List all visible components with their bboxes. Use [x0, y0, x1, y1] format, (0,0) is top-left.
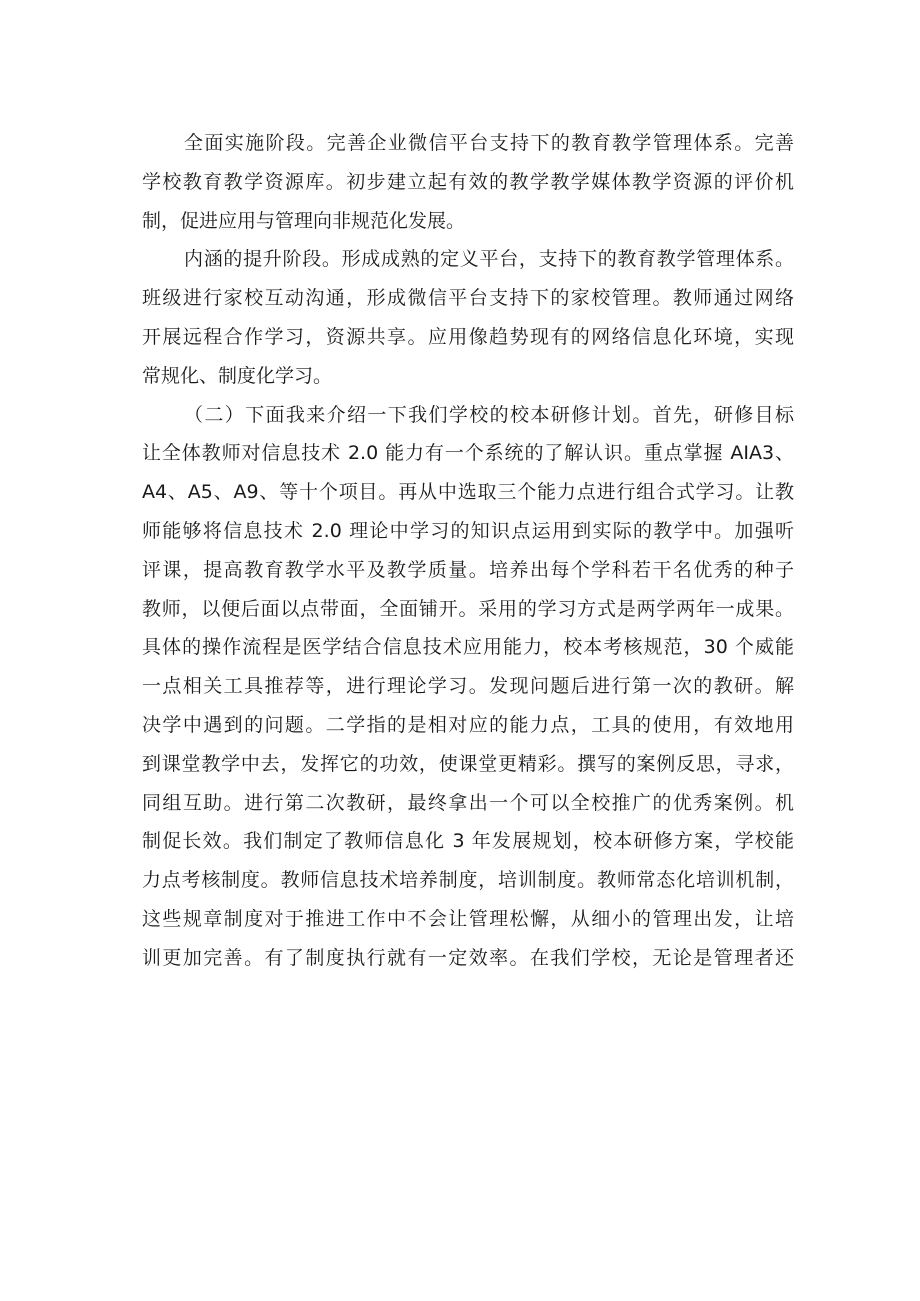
text-line: 让全体教师对信息技术 2.0 能力有一个系统的了解认识。重点掌握 AIA3、 — [142, 442, 794, 465]
document-body — [142, 124, 794, 978]
text-line: 内涵的提升阶段。形成成熟的定义平台，支持下的教育教学管理体系。 — [184, 248, 794, 271]
text-line: 班级进行家校互动沟通，形成微信平台支持下的家校管理。教师通过网络 — [142, 287, 794, 310]
text-line: 力点考核制度。教师信息技术培养制度，培训制度。教师常态化培训机制， — [142, 869, 794, 892]
paragraph-enhancement-stage — [142, 240, 794, 395]
text-line: 评课，提高教育教学水平及教学质量。培养出每个学科若干名优秀的种子 — [142, 558, 794, 581]
text-line: 制促长效。我们制定了教师信息化 3 年发展规划，校本研修方案，学校能 — [142, 830, 794, 853]
text-line: 常规化、制度化学习。 — [142, 364, 333, 387]
text-line: 制，促进应用与管理向非规范化发展。 — [142, 209, 466, 232]
paragraph-school-training-plan — [142, 396, 794, 978]
paragraph-implementation-stage — [142, 124, 794, 240]
text-line: 一点相关工具推荐等，进行理论学习。发现问题后进行第一次的教研。解 — [142, 675, 794, 698]
text-line: 教师，以便后面以点带面，全面铺开。采用的学习方式是两学两年一成果。 — [142, 597, 794, 620]
text-line: 学校教育教学资源库。初步建立起有效的教学教学媒体教学资源的评价机 — [142, 170, 794, 193]
text-line: 决学中遇到的问题。二学指的是相对应的能力点，工具的使用，有效地用 — [142, 713, 794, 736]
text-line: 全面实施阶段。完善企业微信平台支持下的教育教学管理体系。完善 — [184, 132, 794, 154]
text-line: 这些规章制度对于推进工作中不会让管理松懈，从细小的管理出发，让培 — [142, 907, 794, 930]
text-line: （二）下面我来介绍一下我们学校的校本研修计划。首先，研修目标 — [184, 403, 794, 426]
text-line: 同组互助。进行第二次教研，最终拿出一个可以全校推广的优秀案例。机 — [142, 791, 794, 814]
text-line: A4、A5、A9、等十个项目。再从中选取三个能力点进行组合式学习。让教 — [142, 481, 794, 504]
text-line: 训更加完善。有了制度执行就有一定效率。在我们学校，无论是管理者还 — [142, 946, 794, 969]
text-line: 具体的操作流程是医学结合信息技术应用能力，校本考核规范，30 个威能 — [142, 636, 794, 659]
text-line: 到课堂教学中去，发挥它的功效，使课堂更精彩。撰写的案例反思，寻求， — [142, 752, 794, 775]
text-line: 师能够将信息技术 2.0 理论中学习的知识点运用到实际的教学中。加强听 — [142, 519, 794, 542]
text-line: 开展远程合作学习，资源共享。应用像趋势现有的网络信息化环境，实现 — [142, 325, 794, 348]
